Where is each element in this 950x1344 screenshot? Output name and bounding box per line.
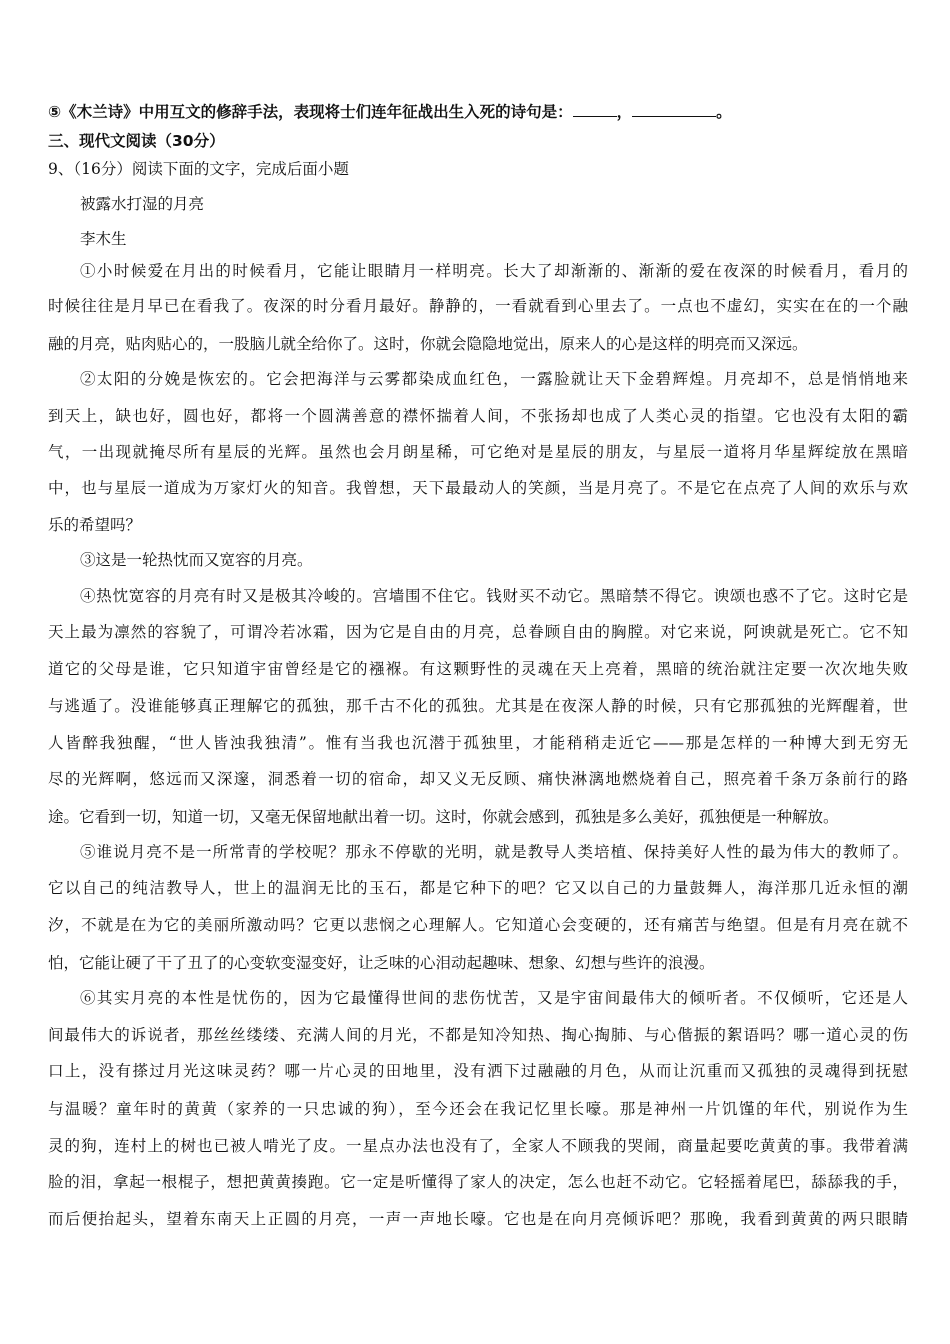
paragraph-line: ④热忱宽容的月亮有时又是极其冷峻的。宫墙围不住它。钱财买不动它。黑暗禁不得它。谀颂也惑不了它。这时它是	[80, 587, 908, 605]
paragraph-line: 灵的狗，连村上的树也已被人啃光了皮。一星点办法也没有了，全家人不顾我的哭闹，商量起要吃黄黄的事。我带着满	[48, 1137, 908, 1155]
paragraph-line: 融的月亮，贴肉贴心的，一股脑儿就全给你了。这时，你就会隐隐地觉出，原来人的心是这样的明亮而又深远。	[48, 335, 808, 353]
paragraph-line: 它以自己的纯洁教导人，世上的温润无比的玉石，都是它种下的吧？它又以自己的力量鼓舞人，海洋那几近永恒的潮	[48, 879, 908, 897]
section-title: 三、现代文阅读（30分）	[48, 132, 225, 150]
paragraph-line: 与温暖？童年时的黄黄（家养的一只忠诚的狗），至今还会在我记忆里长嚎。那是神州一片饥馑的年代，别说作为生	[48, 1100, 908, 1118]
answer-blank-2[interactable]	[632, 102, 716, 117]
paragraph-line: 道它的父母是谁，它只知道宇宙曾经是它的襁褓。有这颗野性的灵魂在天上亮着，黑暗的统治就注定要一次次地失败	[48, 660, 908, 678]
paragraph-line: 途。它看到一切，知道一切，又毫无保留地献出着一切。这时，你就会感到，孤独是多么美好，孤独便是一种解放。	[48, 808, 839, 826]
article-author: 李木生	[80, 230, 127, 248]
answer-blank-1[interactable]	[573, 102, 617, 117]
paragraph-line: 间最伟大的诉说者，那丝丝缕缕、充满人间的月光，不都是知冷知热、掏心掏肺、与心偕振的絮语吗？哪一道心灵的伤	[48, 1026, 908, 1044]
paragraph-line: ②太阳的分娩是恢宏的。它会把海洋与云雾都染成血红色，一露脸就让天下金碧辉煌。月亮却不，总是悄悄地来	[80, 370, 908, 388]
paragraph-line: ⑥其实月亮的本性是忧伤的，因为它最懂得世间的悲伤忧苦，又是宇宙间最伟大的倾听者。不仅倾听，它还是人	[80, 989, 908, 1007]
paragraph-line: 人皆醉我独醒，“世人皆浊我独清”。惟有当我也沉潜于孤独里，才能稍稍走近它——那是怎样的一种博大到无穷无	[48, 734, 908, 752]
question-item-text: ⑤《木兰诗》中用互文的修辞手法，表现将士们连年征战出生入死的诗句是：	[48, 103, 573, 121]
article-title: 被露水打湿的月亮	[80, 195, 205, 213]
paragraph-line: 中，也与星辰一道成为万家灯火的知音。我曾想，天下最最动人的笑颜，当是月亮了。不是它在点亮了人间的欢乐与欢	[48, 479, 908, 497]
paragraph-line: 到天上，缺也好，圆也好，都将一个圆满善意的襟怀揣着人间，不张扬却也成了人类心灵的指望。它也没有太阳的霸	[48, 407, 908, 425]
question-item-5: ⑤《木兰诗》中用互文的修辞手法，表现将士们连年征战出生入死的诗句是： ， 。	[48, 103, 732, 121]
paragraph-line: 气，一出现就掩尽所有星辰的光辉。虽然也会月朗星稀，可它绝对是星辰的朋友，与星辰一道将月华星辉绽放在黑暗	[48, 443, 908, 461]
paragraph-line: 口上，没有搽过月光这味灵药？哪一片心灵的田地里，没有洒下过融融的月色，从而让沉重而又孤独的灵魂得到抚慰	[48, 1062, 908, 1080]
paragraph-line: 时候往往是月早已在看我了。夜深的时分看月最好。静静的，一看就看到心里去了。一点也不虚幻，实实在在的一个融	[48, 297, 908, 315]
paragraph-line: 尽的光辉啊，悠远而又深邃，洞悉着一切的宿命，却又义无反顾、痛快淋漓地燃烧着自己，照亮着千条万条前行的路	[48, 770, 908, 788]
paragraph-line: 汐，不就是在为它的美丽所激动吗？它更以悲悯之心理解人。它知道心会变硬的，还有痛苦与绝望。但是有月亮在就不	[48, 916, 908, 934]
paragraph-line: ③这是一轮热忱而又宽容的月亮。	[80, 551, 313, 569]
paragraph-line: ⑤谁说月亮不是一所常青的学校呢？那永不停歇的光明，就是教导人类培植、保持美好人性的最为伟大的教师了。	[80, 843, 908, 861]
paragraph-line: 而后便抬起头，望着东南天上正圆的月亮，一声一声地长嚎。它也是在向月亮倾诉吧？那晚，我看到黄黄的两只眼睛	[48, 1210, 908, 1228]
paragraph-line: ①小时候爱在月出的时候看月，它能让眼睛月一样明亮。长大了却渐渐的、渐渐的爱在夜深的时候看月，看月的	[80, 262, 908, 280]
question-9-prompt: 9、（16分）阅读下面的文字，完成后面小题	[48, 160, 349, 178]
paragraph-line: 天上最为凛然的容貌了，可谓冷若冰霜，因为它是自由的月亮，总眷顾自由的胸膛。对它来说，阿谀就是死亡。它不知	[48, 623, 908, 641]
paragraph-line: 怕，它能让硬了干了丑了的心变软变湿变好，让乏味的心泪动起趣味、想象、幻想与些许的浪漫。	[48, 954, 715, 972]
paragraph-line: 乐的希望吗？	[48, 516, 142, 534]
paragraph-line: 与逃遁了。没谁能够真正理解它的孤独，那千古不化的孤独。尤其是在夜深人静的时候，只有它那孤独的光辉醒着，世	[48, 697, 908, 715]
paragraph-line: 脸的泪，拿起一根棍子，想把黄黄揍跑。它一定是听懂得了家人的决定，怎么也赶不动它。它轻摇着尾巴，舔舔我的手，	[48, 1173, 908, 1191]
